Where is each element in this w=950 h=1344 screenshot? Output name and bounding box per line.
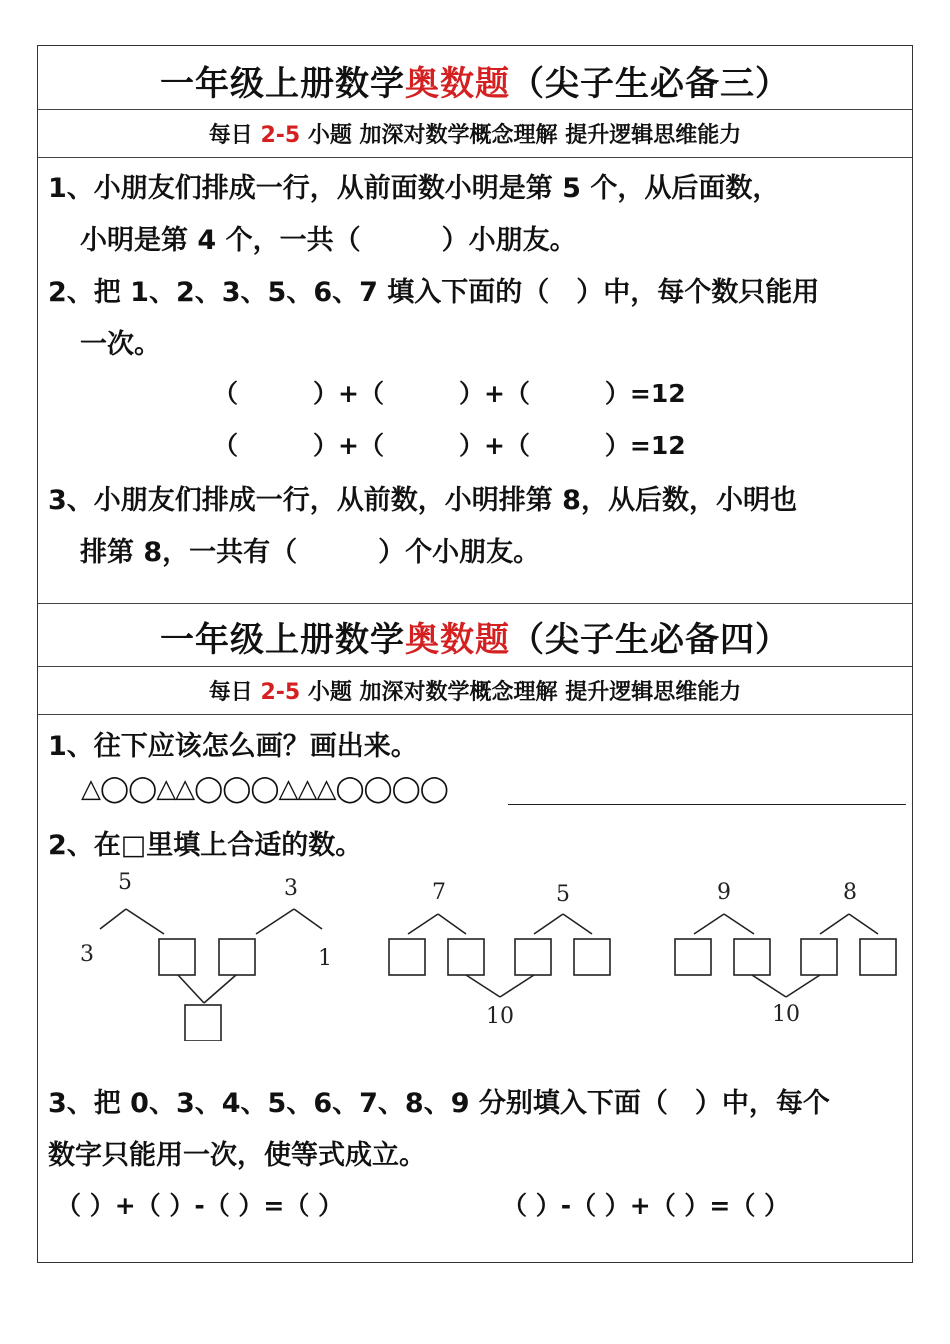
sheet2-q1-line1: 1、往下应该怎么画？画出来。 bbox=[48, 731, 418, 762]
sheet2-q3-equation-2: （ ）-（ ）+（ ）=（ ） bbox=[502, 1191, 790, 1220]
sheet1-subtitle-highlight: 2-5 bbox=[260, 123, 301, 148]
sheet1-q2-equation-1: （ ）+（ ）+（ ）=12 bbox=[213, 379, 686, 408]
sheet1-q2-equation-2: （ ）+（ ）+（ ）=12 bbox=[213, 431, 686, 460]
answer-box[interactable] bbox=[219, 939, 255, 975]
diagram2-top-left: 7 bbox=[432, 880, 446, 905]
branch-line bbox=[849, 914, 878, 934]
sheet1-q3-line1: 3、小朋友们排成一行，从前数，小明排第 8，从后数，小明也 bbox=[48, 485, 797, 516]
worksheet-frame bbox=[37, 45, 913, 1263]
answer-blank-line bbox=[508, 804, 906, 805]
diagram3-top-right: 8 bbox=[843, 880, 857, 905]
sheet1-title: 一年级上册数学奥数题（尖子生必备三） bbox=[160, 64, 790, 104]
sheet2-title-highlight: 奥数题 bbox=[405, 620, 510, 660]
branch-line bbox=[820, 914, 849, 934]
sheet1-q1-line1: 1、小朋友们排成一行，从前面数小明是第 5 个，从后面数， bbox=[48, 173, 780, 204]
sheet1-q1-line2: 小明是第 4 个，一共（ ）小朋友。 bbox=[80, 225, 577, 256]
sheet2-subtitle: 每日 2-5 小题 加深对数学概念理解 提升逻辑思维能力 bbox=[208, 680, 742, 705]
answer-box[interactable] bbox=[860, 939, 896, 975]
sheet2-q3-line2: 数字只能用一次，使等式成立。 bbox=[48, 1140, 426, 1171]
divider bbox=[38, 109, 912, 110]
answer-box[interactable] bbox=[801, 939, 837, 975]
branch-line bbox=[563, 914, 592, 934]
diagram1-top-right: 3 bbox=[284, 876, 298, 901]
section-divider bbox=[38, 603, 912, 604]
answer-box[interactable] bbox=[515, 939, 551, 975]
number-diagrams bbox=[38, 861, 912, 1041]
branch-line bbox=[408, 914, 438, 934]
diagram2-bottom: 10 bbox=[486, 1004, 514, 1029]
divider bbox=[38, 157, 912, 158]
diagram1-top-left: 5 bbox=[118, 870, 132, 895]
sheet1-q3-line2: 排第 8，一共有（ ）个小朋友。 bbox=[80, 537, 541, 568]
branch-line bbox=[752, 975, 786, 997]
diagram1-right: 1 bbox=[318, 946, 332, 971]
divider bbox=[38, 666, 912, 667]
answer-box[interactable] bbox=[734, 939, 770, 975]
answer-box[interactable] bbox=[574, 939, 610, 975]
answer-box[interactable] bbox=[185, 1005, 221, 1041]
diagram3-bottom: 10 bbox=[772, 1002, 800, 1027]
sheet2-q3-equation-1: （ ）+（ ）-（ ）=（ ） bbox=[56, 1191, 344, 1220]
branch-line bbox=[694, 914, 724, 934]
branch-line bbox=[724, 914, 754, 934]
diagram2-top-right: 5 bbox=[556, 882, 570, 907]
branch-line bbox=[534, 914, 563, 934]
branch-line bbox=[438, 914, 466, 934]
branch-line bbox=[126, 909, 164, 934]
sheet1-q2-line2: 一次。 bbox=[80, 329, 161, 360]
sheet1-q2-line1: 2、把 1、2、3、5、6、7 填入下面的（ ）中，每个数只能用 bbox=[48, 277, 820, 308]
branch-line bbox=[466, 975, 500, 997]
branch-line bbox=[786, 975, 820, 997]
branch-line bbox=[178, 975, 204, 1003]
sheet1-subtitle: 每日 2-5 小题 加深对数学概念理解 提升逻辑思维能力 bbox=[208, 123, 742, 148]
branch-line bbox=[204, 975, 236, 1003]
shape-pattern: △◯◯△△◯◯◯△△△◯◯◯◯ bbox=[81, 774, 448, 804]
answer-box[interactable] bbox=[389, 939, 425, 975]
sheet2-q2-line1: 2、在□里填上合适的数。 bbox=[48, 830, 363, 861]
divider bbox=[38, 714, 912, 715]
diagram1-left: 3 bbox=[80, 942, 94, 967]
branch-line bbox=[100, 909, 126, 929]
diagram3-top-left: 9 bbox=[717, 880, 731, 905]
sheet2-title: 一年级上册数学奥数题（尖子生必备四） bbox=[160, 620, 790, 660]
branch-line bbox=[500, 975, 534, 997]
answer-box[interactable] bbox=[448, 939, 484, 975]
sheet2-subtitle-highlight: 2-5 bbox=[260, 680, 301, 705]
answer-box[interactable] bbox=[675, 939, 711, 975]
sheet2-q3-line1: 3、把 0、3、4、5、6、7、8、9 分别填入下面（ ）中，每个 bbox=[48, 1088, 830, 1119]
branch-line bbox=[294, 909, 322, 929]
sheet1-title-highlight: 奥数题 bbox=[405, 64, 510, 104]
branch-line bbox=[256, 909, 294, 934]
answer-box[interactable] bbox=[159, 939, 195, 975]
